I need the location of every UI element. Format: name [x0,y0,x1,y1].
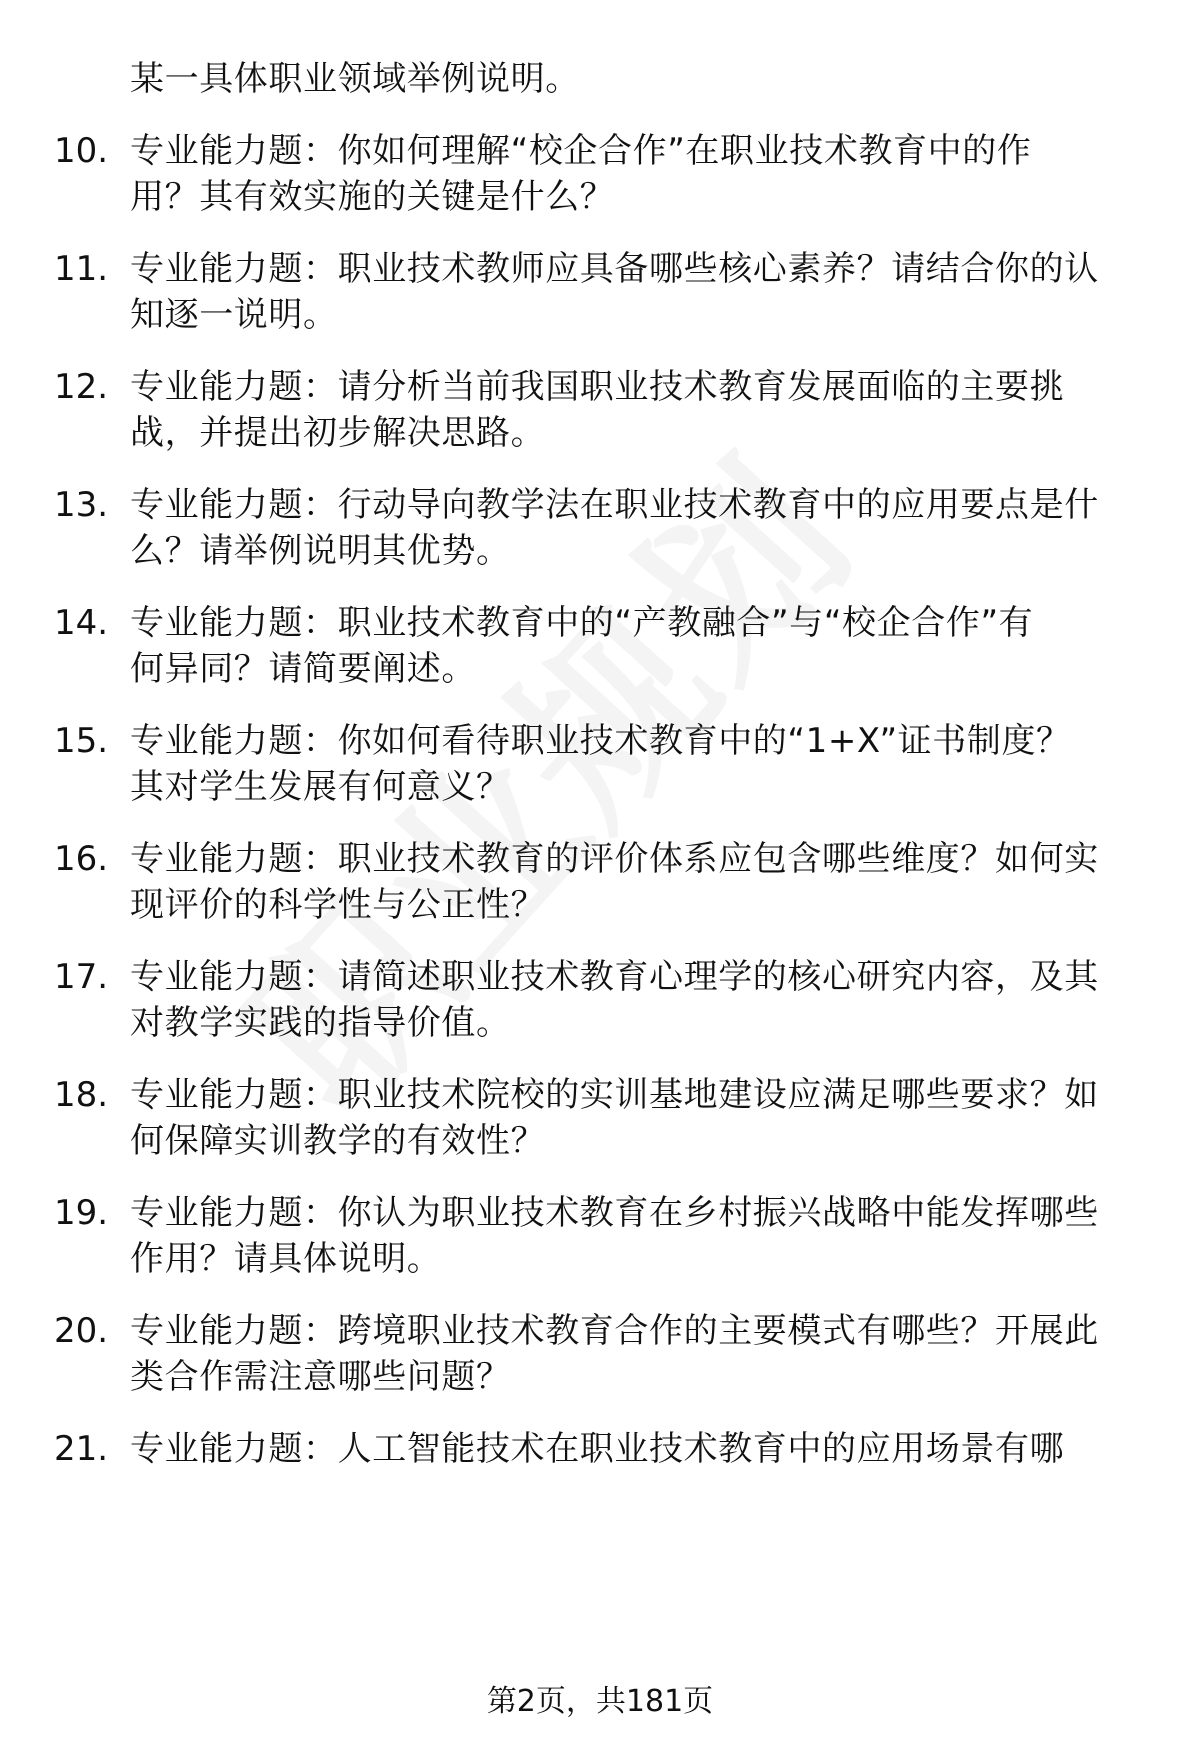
question-text-line2: 类合作需注意哪些问题？ [130,1357,511,1397]
question-text-line2: 何保障实训教学的有效性？ [130,1121,546,1161]
page-footer: 第2页，共181页 [486,1684,714,1719]
question-text-line1: 专业能力题：职业技术教育的评价体系应包含哪些维度？如何实 [130,839,1099,879]
question-text-line2: 战，并提出初步解决思路。 [130,413,546,453]
question-number: 20. [54,1311,109,1351]
question-number: 16. [54,839,109,879]
question-text-line1: 专业能力题：职业技术院校的实训基地建设应满足哪些要求？如 [130,1075,1099,1115]
question-text-line1: 专业能力题：行动导向教学法在职业技术教育中的应用要点是什 [130,485,1099,525]
question-text-line1: 专业能力题：人工智能技术在职业技术教育中的应用场景有哪 [130,1429,1065,1469]
question-text-line1: 专业能力题：你认为职业技术教育在乡村振兴战略中能发挥哪些 [130,1193,1099,1233]
question-text-line2: 作用？请具体说明。 [130,1239,442,1279]
question-text-line1: 专业能力题：请简述职业技术教育心理学的核心研究内容，及其 [130,957,1099,997]
question-number: 10. [54,131,109,171]
question-text-line2: 么？请举例说明其优势。 [130,531,511,571]
continuation-line: 某一具体职业领域举例说明。 [130,59,580,99]
question-text-line1: 专业能力题：职业技术教育中的“产教融合”与“校企合作”有 [130,603,1034,643]
question-text-line2: 用？其有效实施的关键是什么？ [130,177,615,217]
question-text-line1: 专业能力题：职业技术教师应具备哪些核心素养？请结合你的认 [130,249,1099,289]
question-number: 11. [54,249,109,289]
question-text-line1: 专业能力题：你如何看待职业技术教育中的“1+X”证书制度？ [130,721,1071,761]
question-text-line2: 何异同？请简要阐述。 [130,649,476,689]
question-number: 21. [54,1429,109,1469]
question-text-line2: 现评价的科学性与公正性？ [130,885,546,925]
question-text-line1: 专业能力题：请分析当前我国职业技术教育发展面临的主要挑 [130,367,1065,407]
question-number: 13. [54,485,109,525]
question-text-line2: 对教学实践的指导价值。 [130,1003,511,1043]
question-text-line1: 专业能力题：跨境职业技术教育合作的主要模式有哪些？开展此 [130,1311,1099,1351]
question-number: 19. [54,1193,109,1233]
question-number: 14. [54,603,109,643]
question-number: 17. [54,957,109,997]
question-number: 12. [54,367,109,407]
question-number: 18. [54,1075,109,1115]
question-text-line2: 知逐一说明。 [130,295,338,335]
question-text-line1: 专业能力题：你如何理解“校企合作”在职业技术教育中的作 [130,131,1032,171]
question-text-line2: 其对学生发展有何意义？ [130,767,511,807]
question-number: 15. [54,721,109,761]
